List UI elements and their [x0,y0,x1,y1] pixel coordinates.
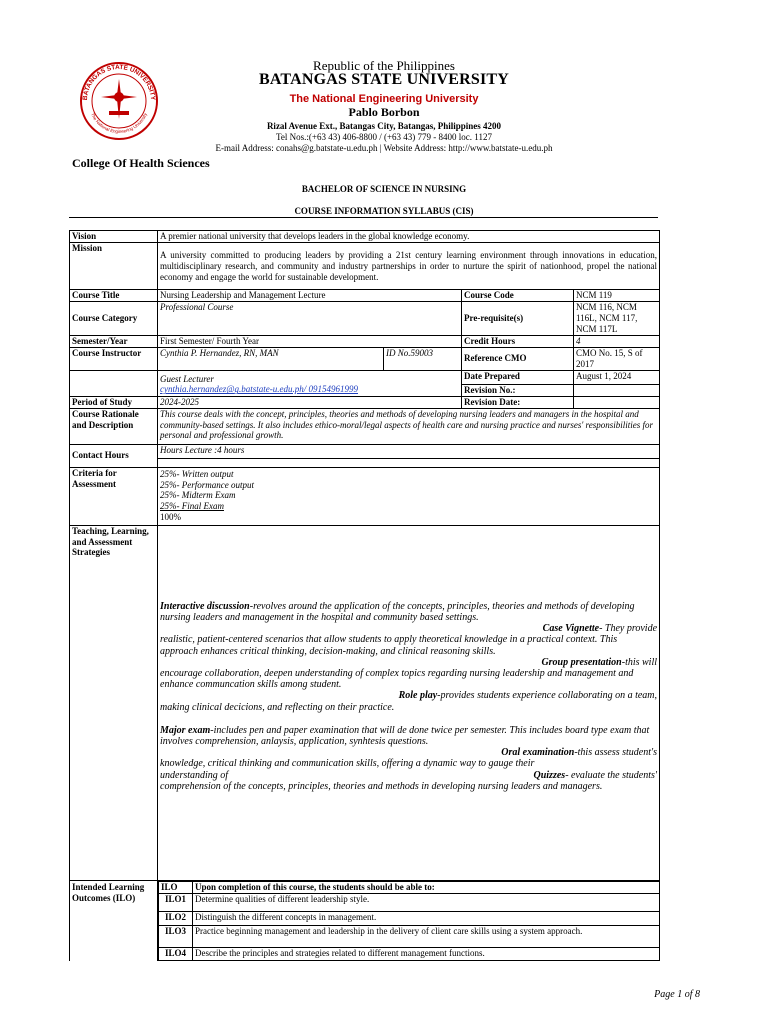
header-tel: Tel Nos.:(+63 43) 406-8800 / (+63 43) 779 - 8400 loc. 1127 [276,132,492,142]
header-email-web: E-mail Address: conahs@g.batstate-u.edu.ph | Website Address: http://www.batstate-u.edu.ph [215,143,553,153]
strategy-major-exam: Major exam-includes pen and paper examination that will de done twice per semester. This includes board type exam that involves comprehension, anlaysis, application, synhtesis questions. [160,724,650,747]
row-contact-hours [70,444,660,458]
ilo-row [159,947,660,960]
criteria-list [158,467,660,525]
ilo-header-code: ILO [159,881,193,893]
ilo-header-text: Upon completion of this course, the students should be able to: [193,881,660,893]
ilo-code: ILO4 [159,947,193,960]
instructor-contact-link[interactable]: cynthia.hernandez@g.batstate-u.edu.ph/ 09154961999 [160,384,359,395]
ilo-code: ILO2 [159,911,193,925]
strategy-case-vignette: Case Vignette- They provide [542,623,658,635]
course-code-label: Course Code [462,290,574,302]
course-code-value: NCM 119 [574,290,660,302]
criteria-item: 25%- Written output [160,468,234,479]
row-ilo [70,880,660,960]
criteria-label: Criteria for Assessment [70,467,158,525]
header-republic: Republic of the Philippines [313,58,455,73]
prereq-label: Pre-requisite(s) [462,302,574,336]
ilo-text: Distinguish the different concepts in management. [193,911,660,925]
criteria-total: 100% [160,512,181,523]
title-rule [69,217,658,218]
row-strategies [70,525,660,880]
vision-value: A premier national university that develops leaders in the global knowledge economy. [158,231,660,243]
reference-cmo-value: CMO No. 15, S of 2017 [574,348,660,371]
document-title: COURSE INFORMATION SYLLABUS (CIS) [294,206,474,216]
row-period [70,396,660,408]
row-mission [70,243,660,290]
program-title: BACHELOR OF SCIENCE IN NURSING [301,184,467,194]
credit-hours-label: Credit Hours [462,336,574,348]
ilo-table [158,881,660,961]
ilo-header-row [159,881,660,893]
revision-no-label: Revision No.: [462,384,574,396]
semester-value: First Semester/ Fourth Year [158,336,462,348]
semester-label: Semester/Year [70,336,158,348]
course-category-label: Course Category [70,302,158,336]
row-course-title [70,290,660,302]
rationale-value: This course deals with the concept, principles, theories and methods of developing nursing leaders and managers in the hospital and community-based settings. It also includes ethico-moral/legal aspects of health care and nursing practice and nurses' responsibilities for personal and professional growth. [158,408,660,444]
row-course-category [70,302,660,336]
date-prepared-label: Date Prepared [462,370,574,384]
strategy-oral-exam: Oral examination-this assess student's [501,747,658,759]
ilo-code: ILO1 [159,893,193,911]
header-address: Rizal Avenue Ext., Batangas City, Batangas, Philippines 4200 [266,121,502,131]
criteria-item: 25%- Performance output [160,479,254,490]
criteria-item: 25%- Midterm Exam [160,490,236,501]
row-semester [70,336,660,348]
header-tagline: The National Engineering University [289,93,479,105]
seal-bottom-text: The National Engineering University [90,112,148,135]
ilo-code: ILO3 [159,925,193,947]
row-guest [70,370,660,384]
strategies-content: Interactive discussion-revolves around the application of the concepts, principles, theories and methods of developing nursing leaders and management in the hospital and community based settings. Case Vignette- They provide realistic, patient-centered scenarios that allow students to apply theoretical knowledge in a practical context. This approach enhances critical thinking, decision-making, and clinical reasoning skills. Group presentation-this will encourage collaboration, deepen understanding of complex topics regarding nursing leadership and management and enhance communcation skills among student. Role play-provides students experience collaborating on a team, making clinical decicions, and reflecting on their practice. Major exam-includes pen and paper examination that will de done twice per semester. This includes board type exam that involves comprehension, anlaysis, application, synhtesis questions. Oral examination-this assess student's knowledge, critical thinking and communication skills, offering a dynamic way to gauge their understanding of Quizzes- evaluate the students' comprehension of the concepts, principles, theories and methods in developing nursing leaders and managers. [158,525,660,880]
strategy-group-presentation: Group presentation-this will [541,656,658,668]
ilo-row [159,911,660,925]
instructor-label: Course Instructor [70,348,158,371]
college-name: College Of Health Sciences [72,156,210,170]
ilo-text: Practice beginning management and leadership in the delivery of client care skills using a system approach. [193,925,660,947]
reference-cmo-label: Reference CMO [462,348,574,371]
mission-label: Mission [70,243,158,290]
row-rationale [70,408,660,444]
row-instructor [70,348,660,371]
row-contact-link [70,384,660,396]
course-title-value: Nursing Leadership and Management Lecture [158,290,462,302]
vision-label: Vision [70,231,158,243]
contact-hours-value: Hours Lecture :4 hours [158,444,660,458]
criteria-item: 25%- Final Exam [160,501,224,512]
credit-hours-value: 4 [574,336,660,348]
seal-top-text: BATANGAS STATE UNIVERSITY [81,63,157,101]
row-vision [70,231,660,243]
course-title-label: Course Title [70,290,158,302]
strategies-label: Teaching, Learning, and Assessment Strategies [70,525,158,880]
header-campus: Pablo Borbon [348,105,420,119]
rationale-label: Course Rationale and Description [70,408,158,444]
prereq-value: NCM 116, NCM 116L, NCM 117, NCM 117L [574,302,660,336]
ilo-text: Describe the principles and strategies related to different management functions. [193,947,660,960]
header-university-name: BATANGAS STATE UNIVERSITY [258,71,510,88]
ilo-label: Intended Learning Outcomes (ILO) [70,880,158,960]
syllabus-table [69,230,660,961]
ilo-row [159,925,660,947]
contact-hours-label: Contact Hours [70,444,158,467]
strategy-quizzes: understanding of Quizzes- evaluate the students' [160,769,658,781]
page-number: Page 1 of 8 [654,989,700,1000]
period-label: Period of Study [70,396,158,408]
instructor-id: ID No.59003 [384,348,462,371]
date-prepared-value: August 1, 2024 [574,370,660,384]
row-criteria [70,467,660,525]
strategy-interactive: Interactive discussion-revolves around the application of the concepts, principles, theories and methods of developing nursing leaders and management in the hospital and community based settings. [160,600,635,624]
ilo-text: Determine qualities of different leadership style. [193,893,660,911]
mission-value: A university committed to producing leaders by providing a 21st century learning environment through innovations in education, multidisciplinary research, and community and industry partnerships in order to nurture the spirit of nationhood, propel the national economy and engage the world for sustainable development. [158,243,660,290]
strategy-role-play: Role play-provides students experience collaborating on a team, [398,690,658,702]
guest-lecturer: Guest Lecturer [158,370,462,384]
revision-date-label: Revision Date: [462,396,574,408]
ilo-row [159,893,660,911]
instructor-value: Cynthia P. Hernandez, RN, MAN [158,348,384,371]
course-category-value: Professional Course [158,302,462,336]
period-value: 2024-2025 [158,396,462,408]
